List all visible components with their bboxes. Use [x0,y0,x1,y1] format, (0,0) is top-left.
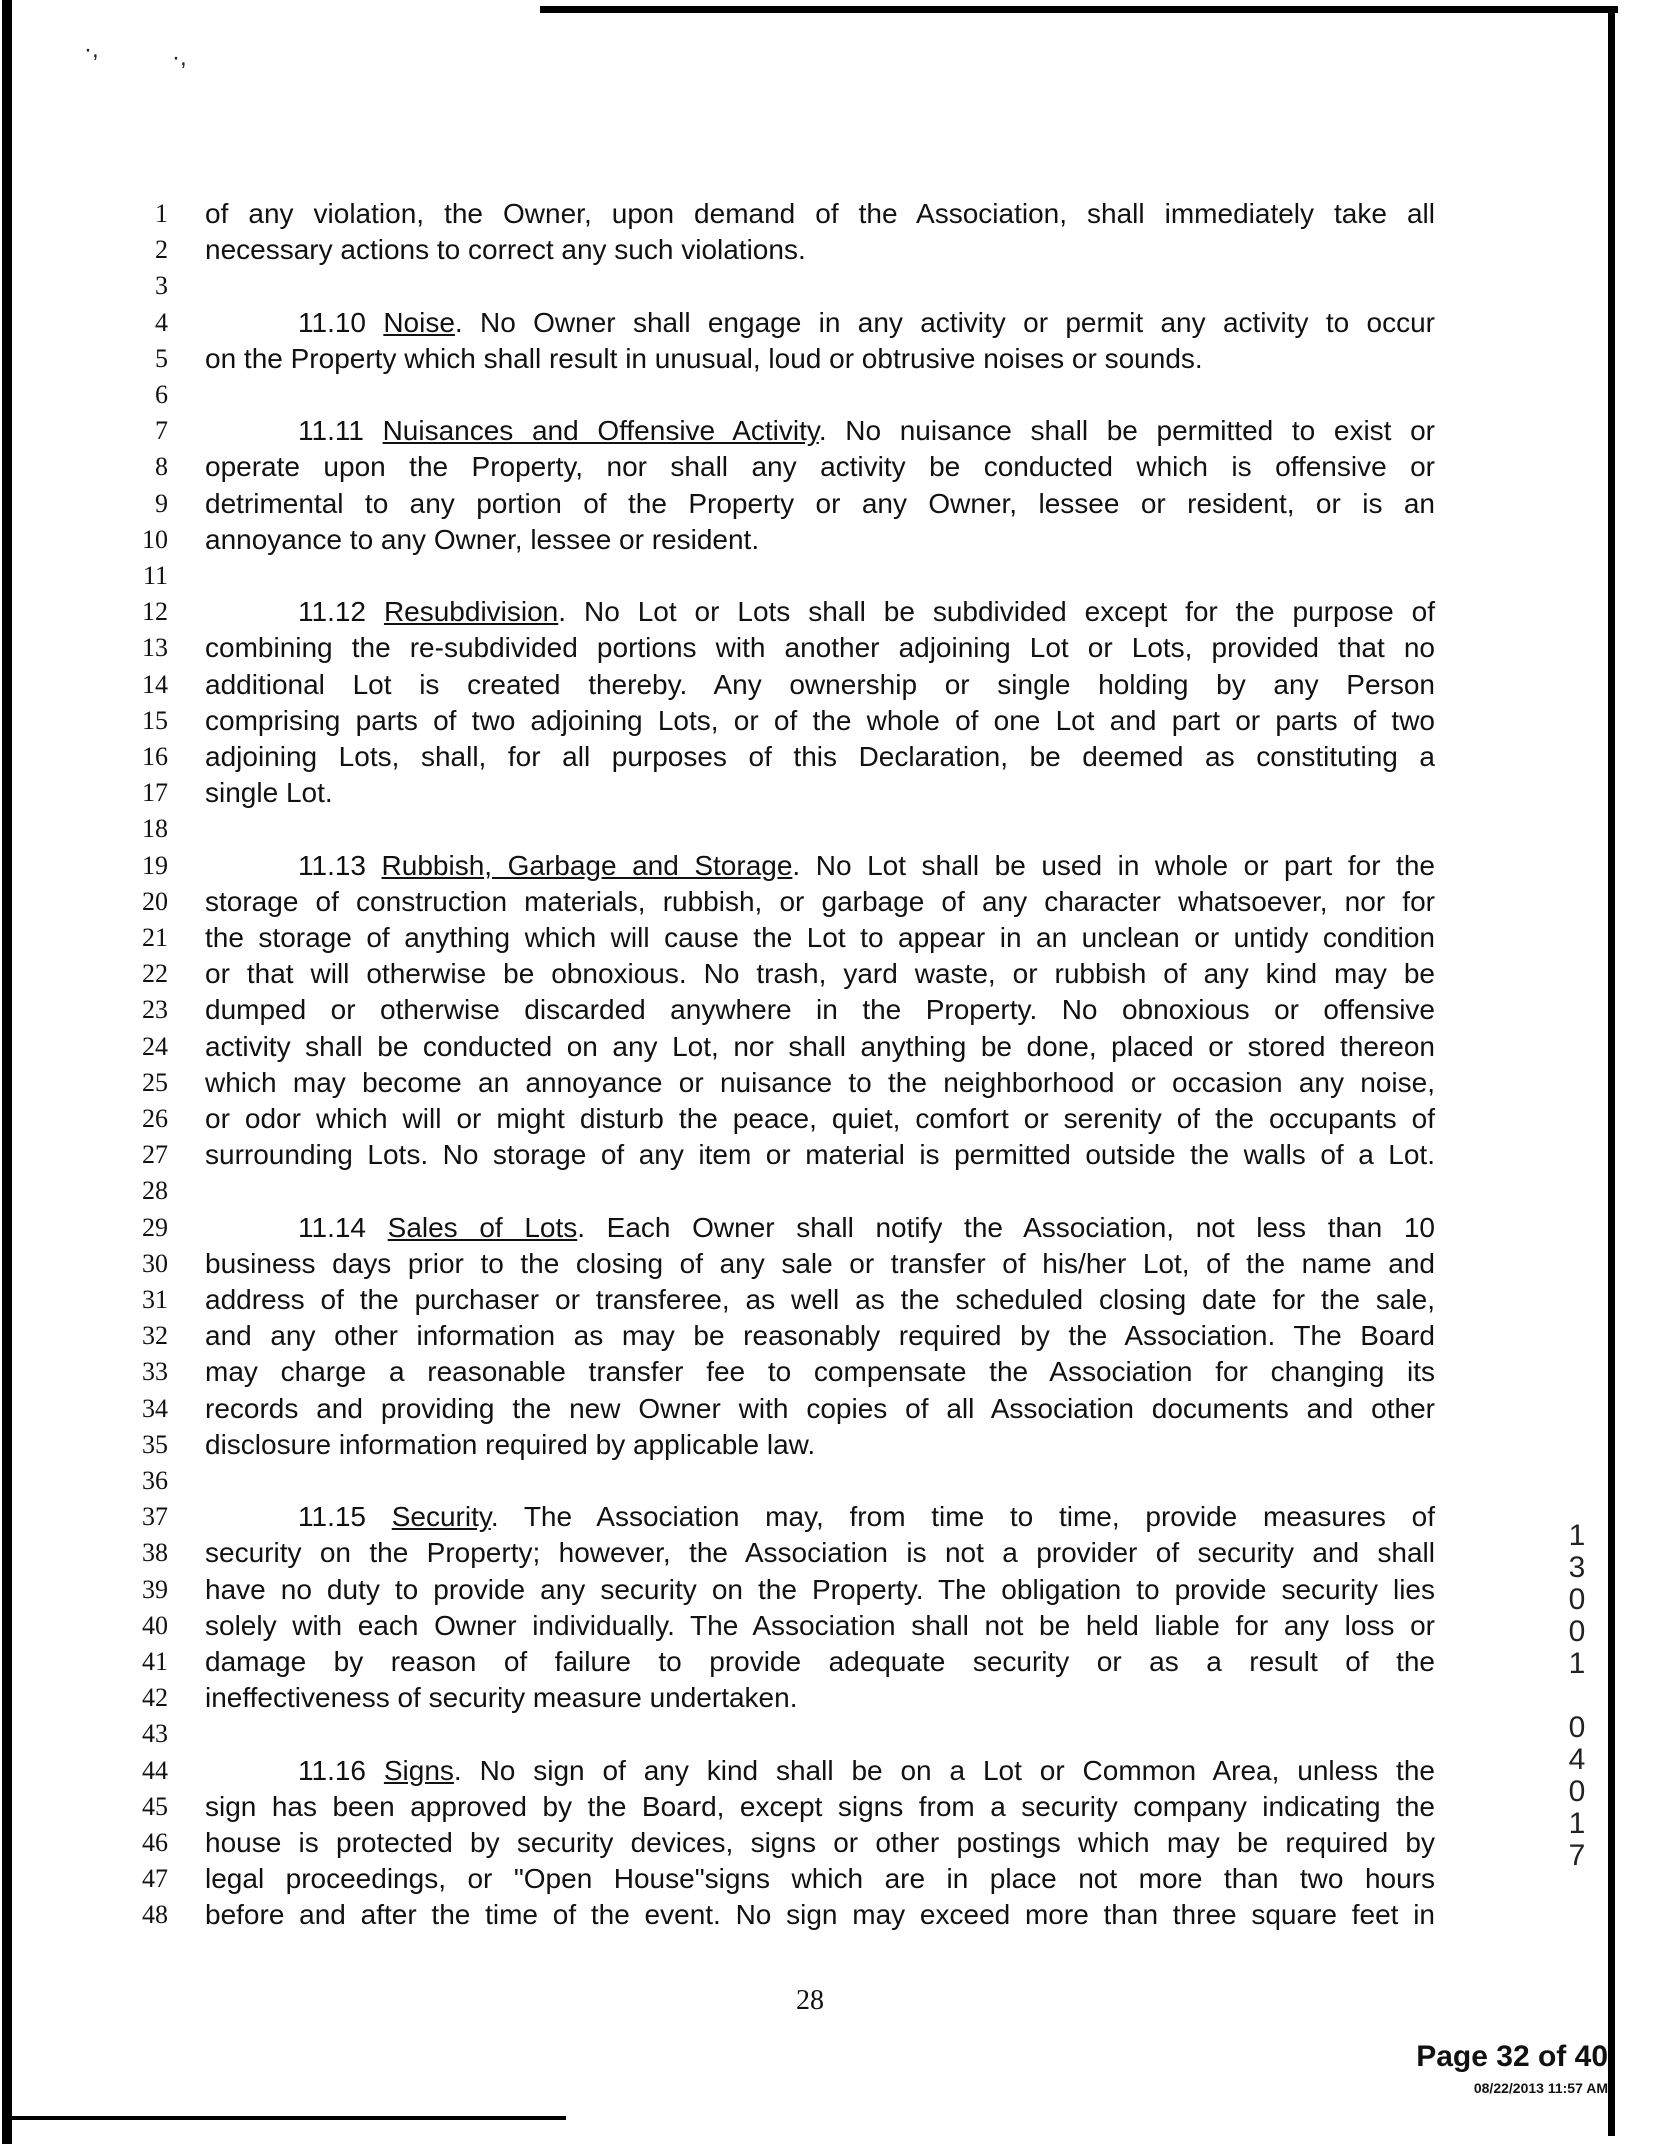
section-heading: Signs [383,1754,454,1786]
line-number: 9 [155,488,168,518]
document-id-char: 1 [1568,1647,1586,1680]
text-run: and any other information as may be reasonably required by the Association. The Board [205,1320,1435,1352]
document-line [0,1535,1664,1571]
line-number: 24 [142,1031,168,1061]
text-run: operate upon the Property, nor shall any activity be conducted which is offensive or [205,451,1435,483]
document-line [0,449,1664,485]
text-run: security on the Property; however, the Association is not a provider of security and shall [205,1537,1435,1569]
document-line [0,1463,1664,1499]
text-run: sign has been approved by the Board, except signs from a security company indicating the [205,1790,1435,1822]
line-number: 25 [142,1067,168,1097]
document-line [0,1897,1664,1933]
line-text [205,341,1435,377]
document-line [0,920,1664,956]
line-number: 18 [142,814,168,844]
line-number: 16 [142,742,168,771]
line-text [205,196,1435,232]
document-id-char: 3 [1568,1551,1586,1584]
line-text [205,1318,1435,1354]
document-line [0,775,1664,811]
line-text [298,305,1435,341]
line-number: 7 [155,416,168,446]
text-run: 11.15 [298,1501,392,1533]
document-id-char: 1 [1568,1807,1586,1840]
line-number: 30 [142,1248,168,1278]
line-text [205,1137,1435,1173]
line-text [205,775,1435,811]
document-line [0,1753,1664,1789]
line-number: 3 [155,271,168,301]
line-number: 10 [142,524,168,554]
line-number: 19 [142,850,168,880]
line-number: 13 [142,633,168,663]
text-run: may charge a reasonable transfer fee to compensate the Association for changing its [205,1356,1435,1388]
document-line [0,1246,1664,1282]
document-line [0,594,1664,630]
document-line [0,992,1664,1028]
document-line [0,1716,1664,1752]
document-id-char: 1 [1568,1519,1586,1552]
document-line [0,811,1664,847]
line-text [205,920,1435,956]
line-text [205,1101,1435,1137]
line-text [205,1427,1435,1463]
line-text [205,1354,1435,1390]
line-number: 34 [142,1393,168,1423]
text-run: additional Lot is created thereby. Any ownership or single holding by any Person [205,668,1435,700]
line-text [205,992,1435,1028]
line-number: 35 [142,1429,168,1459]
text-run: . Each Owner shall notify the Association, not less than 10 [577,1211,1435,1243]
document-line [0,956,1664,992]
line-text [298,1499,1435,1535]
line-text [298,413,1435,449]
text-run: on the Property which shall result in unusual, loud or obtrusive noises or sounds. [205,342,1203,374]
section-heading: Rubbish, Garbage and Storage [381,849,793,881]
document-line [0,232,1664,268]
text-run: . No Owner shall engage in any activity or permit any activity to occur [454,306,1435,338]
line-text [205,1789,1435,1825]
line-number: 23 [142,995,168,1025]
line-text [205,1029,1435,1065]
line-text [205,1680,1435,1716]
text-run: . The Association may, from time to time, provide measures of [490,1501,1435,1533]
line-text [205,630,1435,666]
document-line [0,1644,1664,1680]
document-line [0,848,1664,884]
document-line [0,1029,1664,1065]
line-number: 5 [155,343,168,373]
line-number: 37 [142,1502,168,1532]
document-line [0,1427,1664,1463]
text-run: records and providing the new Owner with copies of all Association documents and other [205,1392,1435,1424]
line-text [205,1608,1435,1644]
line-number: 1 [155,199,168,228]
text-run: adjoining Lots, shall, for all purposes of this Declaration, be deemed as constituting a [205,741,1435,772]
text-run: house is protected by security devices, signs or other postings which may be required by [205,1827,1435,1858]
line-number: 8 [155,452,168,482]
scan-speck: ·, [84,36,99,63]
text-run: ineffectiveness of security measure undertaken. [205,1682,798,1714]
line-number: 20 [142,886,168,916]
document-id-char: 0 [1568,1615,1586,1648]
line-number: 42 [142,1683,168,1713]
text-run: . No sign of any kind shall be on a Lot or Common Area, unless the [453,1754,1435,1786]
scan-top-border [540,6,1618,13]
text-run: combining the re-subdivided portions with another adjoining Lot or Lots, provided that no [205,632,1435,664]
text-run: address of the purchaser or transferee, as well as the scheduled closing date for the sale, [205,1284,1435,1315]
text-run: . No Lot or Lots shall be subdivided except for the purpose of [558,596,1436,628]
line-number: 39 [142,1574,168,1604]
line-number: 12 [142,597,168,627]
document-line [0,1318,1664,1354]
document-line [0,522,1664,558]
document-line [0,884,1664,920]
document-id-char: 7 [1568,1839,1586,1872]
line-number: 22 [142,959,168,989]
document-id-char: 0 [1568,1711,1586,1744]
text-run: . No nuisance shall be permitted to exist or [818,415,1436,447]
text-run: surrounding Lots. No storage of any item or material is permitted outside the walls of a Lot. [205,1139,1435,1171]
line-number: 29 [142,1212,168,1242]
line-number: 48 [142,1900,168,1930]
document-line [0,1282,1664,1318]
section-heading: Resubdivision [383,596,559,628]
document-line [0,1354,1664,1390]
line-text [298,848,1435,884]
text-run: 11.14 [298,1211,388,1243]
line-number: 41 [142,1647,168,1676]
line-number: 46 [142,1828,168,1857]
document-line [0,667,1664,703]
text-run: of any violation, the Owner, upon demand of the Association, shall immediately take all [205,198,1435,229]
line-text [298,1210,1435,1246]
text-run: legal proceedings, or "Open House"signs which are in place not more than two hours [205,1863,1435,1895]
line-text [205,956,1435,992]
line-number: 4 [155,307,168,337]
line-text [298,1753,1435,1789]
document-line [0,1861,1664,1897]
line-text [205,449,1435,485]
line-number: 45 [142,1791,168,1821]
line-number: 15 [142,705,168,735]
line-text [205,1897,1435,1933]
text-run: necessary actions to correct any such violations. [205,234,806,266]
document-line [0,305,1664,341]
line-number: 26 [142,1104,168,1133]
document-line [0,1173,1664,1209]
line-text [205,1246,1435,1282]
line-number: 38 [142,1538,168,1568]
line-number: 17 [142,778,168,808]
section-heading: Security [391,1501,491,1533]
line-number: 32 [142,1321,168,1351]
line-number: 6 [155,380,168,409]
text-run: single Lot. [205,777,333,809]
line-number: 28 [142,1176,168,1206]
text-run: 11.10 [298,306,384,338]
line-text [205,232,1435,268]
section-heading: Noise [383,306,455,338]
text-run: or odor which will or might disturb the peace, quiet, comfort or serenity of the occupants of [205,1103,1435,1134]
text-run: the storage of anything which will cause the Lot to appear in an unclean or untidy condition [205,922,1435,953]
section-heading: Nuisances and Offensive Activity [382,415,819,447]
line-number: 21 [142,923,168,952]
document-line [0,1065,1664,1101]
document-line [0,341,1664,377]
line-text [298,594,1435,630]
text-run: activity shall be conducted on any Lot, nor shall anything be done, placed or stored thereon [205,1030,1435,1062]
line-text [205,703,1435,739]
line-number: 36 [142,1466,168,1495]
document-id-char: 0 [1568,1775,1586,1808]
document-line [0,413,1664,449]
text-run: annoyance to any Owner, lessee or resident. [205,523,760,555]
text-run: or that will otherwise be obnoxious. No trash, yard waste, or rubbish of any kind may be [205,958,1435,990]
text-run: which may become an annoyance or nuisance to the neighborhood or occasion any noise, [205,1066,1435,1098]
document-line [0,1391,1664,1427]
line-number: 43 [142,1719,168,1749]
section-heading: Sales of Lots [387,1211,578,1243]
scan-bottom-rule [12,2116,566,2120]
document-line [0,1137,1664,1173]
document-line [0,703,1664,739]
document-line [0,630,1664,666]
text-run: business days prior to the closing of any sale or transfer of his/her Lot, of the name and [205,1247,1435,1279]
document-line [0,268,1664,304]
text-run: detrimental to any portion of the Property or any Owner, lessee or resident, or is an [205,487,1435,519]
line-text [205,1572,1435,1608]
document-id-char: 4 [1568,1743,1586,1776]
line-text [205,1391,1435,1427]
text-run: solely with each Owner individually. The Association shall not be held liable for any loss or [205,1609,1435,1641]
text-run: before and after the time of the event. No sign may exceed more than three square feet in [205,1899,1435,1931]
line-number: 44 [142,1755,168,1785]
line-text [205,1644,1435,1680]
document-line [0,196,1664,232]
page-count: Page 32 of 40 [1416,2040,1608,2073]
line-number: 47 [142,1864,168,1894]
text-run: dumped or otherwise discarded anywhere in the Property. No obnoxious or offensive [205,994,1435,1026]
document-line [0,1572,1664,1608]
document-line [0,558,1664,594]
line-text [205,1282,1435,1318]
document-line [0,486,1664,522]
recording-timestamp: 08/22/2013 11:57 AM [1473,2080,1608,2096]
line-text [205,884,1435,920]
line-number: 31 [142,1285,168,1314]
line-text [205,1825,1435,1861]
text-run: disclosure information required by applicable law. [205,1428,816,1460]
document-id-char [1562,1680,1592,1712]
document-line [0,1608,1664,1644]
line-text [205,1065,1435,1101]
text-run: 11.11 [298,415,383,447]
line-text [205,1861,1435,1897]
text-run: storage of construction materials, rubbish, or garbage of any character whatsoever, nor for [205,885,1435,917]
line-number: 11 [142,561,168,590]
document-line [0,1499,1664,1535]
document-id-vertical [1562,1520,1592,1872]
page-number: 28 [796,1985,824,2016]
line-number: 40 [142,1610,168,1640]
document-line [0,1825,1664,1861]
line-text [205,522,1435,558]
line-text [205,667,1435,703]
document-line [0,1101,1664,1137]
line-number: 14 [142,669,168,699]
text-run: 11.16 [298,1754,384,1786]
document-line [0,1680,1664,1716]
line-number: 2 [155,235,168,265]
text-run: have no duty to provide any security on the Property. The obligation to provide security lies [205,1573,1435,1605]
document-id-char: 0 [1568,1583,1586,1616]
document-line [0,1210,1664,1246]
line-text [205,739,1435,775]
text-run: comprising parts of two adjoining Lots, or of the whole of one Lot and part or parts of two [205,704,1435,736]
document-line [0,739,1664,775]
text-run: 11.13 [298,849,382,881]
line-number: 33 [142,1357,168,1387]
text-run: . No Lot shall be used in whole or part for the [792,849,1435,881]
line-number: 27 [142,1140,168,1170]
document-line [0,377,1664,413]
scan-speck: ·, [172,44,187,71]
text-run: 11.12 [298,596,384,628]
document-line [0,1789,1664,1825]
line-text [205,1535,1435,1571]
line-text [205,486,1435,522]
text-run: damage by reason of failure to provide adequate security or as a result of the [205,1646,1435,1677]
